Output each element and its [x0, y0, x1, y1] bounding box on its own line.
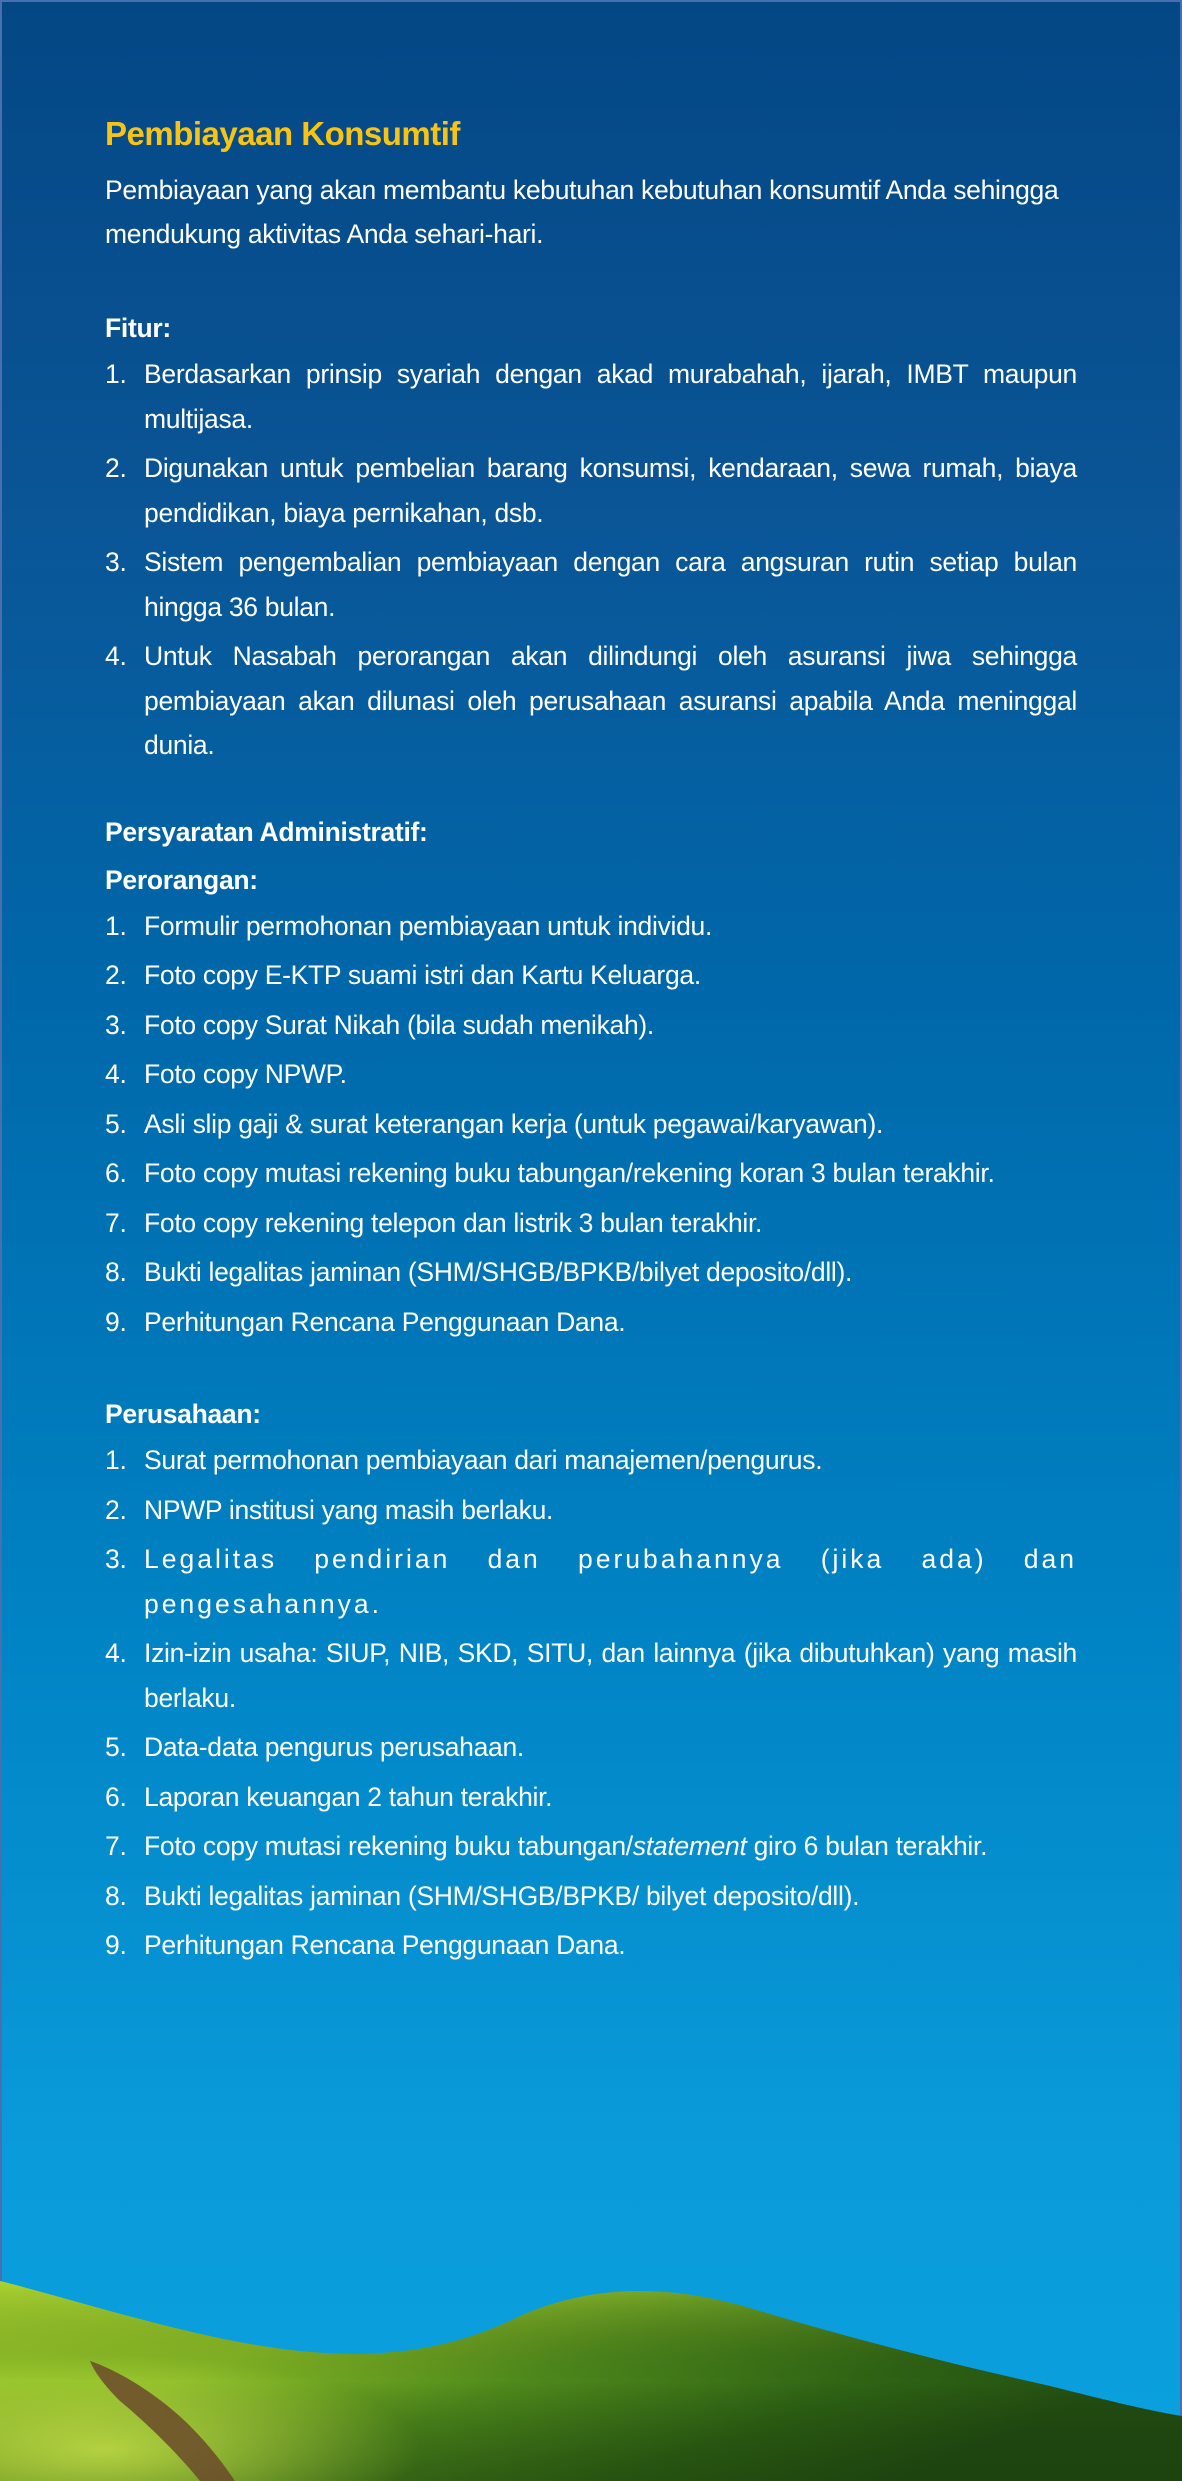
page-title: Pembiayaan Konsumtif — [105, 115, 460, 152]
perorangan-item — [105, 1052, 1077, 1097]
perorangan-item — [105, 1300, 1077, 1345]
perusahaan-item — [105, 1725, 1077, 1770]
fitur-list — [105, 352, 1077, 768]
item-text-italic: statement — [632, 1831, 747, 1861]
item-number: 5. — [105, 1108, 127, 1139]
item-text: NPWP institusi yang masih berlaku. — [144, 1494, 554, 1525]
fitur-section — [105, 304, 1077, 768]
item-text: Izin-izin usaha: SIUP, NIB, SKD, SITU, dan lainnya (jika dibutuhkan) yang masih berlaku. — [144, 1638, 1077, 1713]
persyaratan-heading: Persyaratan Administratif: — [105, 816, 428, 847]
perusahaan-item — [105, 1923, 1077, 1968]
item-number: 7. — [105, 1207, 127, 1238]
item-text: Foto copy Surat Nikah (bila sudah menikah). — [144, 1009, 654, 1040]
item-number: 8. — [105, 1257, 127, 1287]
item-text: Surat permohonan pembiayaan dari manajemen/pengurus. — [144, 1445, 823, 1475]
fitur-item — [105, 352, 1077, 441]
perorangan-item — [105, 1201, 1077, 1246]
persyaratan-section — [105, 808, 1077, 1345]
item-text: Laporan keuangan 2 tahun terakhir. — [144, 1781, 553, 1812]
item-text: Digunakan untuk pembelian barang konsumsi, kendaraan, sewa rumah, biaya pendidikan, biaya pernikahan, dsb. — [144, 453, 1077, 528]
grassy-hills-illustration — [0, 2211, 1182, 2481]
item-number: 1. — [105, 1445, 127, 1475]
item-text: Perhitungan Rencana Penggunaan Dana. — [144, 1930, 626, 1960]
item-number: 9. — [105, 1930, 127, 1960]
intro-paragraph: Pembiayaan yang akan membantu kebutuhan kebutuhan konsumtif Anda sehingga mendukung aktivitas Anda sehari-hari. — [105, 175, 1059, 249]
perorangan-item — [105, 1003, 1077, 1048]
item-text: Asli slip gaji & surat keterangan kerja (untuk pegawai/karyawan). — [144, 1108, 884, 1139]
item-text: Berdasarkan prinsip syariah dengan akad murabahah, ijarah, IMBT maupun multijasa. — [144, 359, 1077, 434]
perorangan-item — [105, 1250, 1077, 1295]
item-number: 6. — [105, 1158, 127, 1188]
item-number: 3. — [105, 1009, 127, 1040]
perusahaan-item — [105, 1874, 1077, 1919]
perusahaan-item — [105, 1488, 1077, 1533]
item-text: Data-data pengurus perusahaan. — [144, 1732, 524, 1762]
item-number: 8. — [105, 1880, 127, 1911]
perusahaan-heading: Perusahaan: — [105, 1399, 261, 1429]
fitur-item — [105, 540, 1077, 629]
item-text: Foto copy E-KTP suami istri dan Kartu Keluarga. — [144, 960, 701, 990]
item-number: 7. — [105, 1831, 127, 1861]
item-text: Foto copy NPWP. — [144, 1059, 347, 1089]
item-number: 9. — [105, 1306, 127, 1337]
item-number: 1. — [105, 910, 127, 941]
item-text-after: giro 6 bulan terakhir. — [746, 1831, 988, 1861]
item-number: 3. — [105, 1544, 127, 1574]
perorangan-item — [105, 904, 1077, 949]
perorangan-item — [105, 1102, 1077, 1147]
item-text-before: Foto copy mutasi rekening buku tabungan/ — [144, 1831, 633, 1861]
item-text: Foto copy mutasi rekening buku tabungan/rekening koran 3 bulan terakhir. — [144, 1158, 995, 1188]
item-number: 2. — [105, 1494, 127, 1525]
item-text: Foto copy rekening telepon dan listrik 3 bulan terakhir. — [144, 1207, 763, 1238]
content — [105, 110, 1077, 1973]
perusahaan-section — [105, 1390, 1077, 1968]
fitur-item — [105, 446, 1077, 535]
perusahaan-item — [105, 1631, 1077, 1720]
item-number: 4. — [105, 1059, 127, 1089]
item-text: Legalitas pendirian dan perubahannya (jika ada) dan pengesahannya. — [144, 1544, 1077, 1619]
item-text: Bukti legalitas jaminan (SHM/SHGB/BPKB/ bilyet deposito/dll). — [144, 1880, 860, 1911]
item-text: Bukti legalitas jaminan (SHM/SHGB/BPKB/bilyet deposito/dll). — [144, 1257, 853, 1287]
perorangan-heading: Perorangan: — [105, 864, 258, 895]
perusahaan-item — [105, 1537, 1077, 1626]
perusahaan-item — [105, 1775, 1077, 1820]
item-number: 4. — [105, 641, 127, 671]
item-text: Untuk Nasabah perorangan akan dilindungi oleh asuransi jiwa sehingga pembiayaan akan dilunasi oleh perusahaan asuransi apabila Anda meninggal dunia. — [144, 641, 1077, 760]
item-text: Formulir permohonan pembiayaan untuk individu. — [144, 910, 713, 941]
item-number: 2. — [105, 453, 127, 483]
item-text: Perhitungan Rencana Penggunaan Dana. — [144, 1306, 626, 1337]
fitur-heading: Fitur: — [105, 313, 171, 343]
perorangan-item — [105, 953, 1077, 998]
item-text: Sistem pengembalian pembiayaan dengan cara angsuran rutin setiap bulan hingga 36 bulan. — [144, 547, 1077, 622]
perusahaan-item — [105, 1824, 1077, 1869]
fitur-item — [105, 634, 1077, 768]
item-number: 6. — [105, 1781, 127, 1812]
item-number: 3. — [105, 547, 127, 577]
item-number: 1. — [105, 359, 127, 389]
item-number: 4. — [105, 1638, 127, 1668]
perusahaan-list — [105, 1438, 1077, 1968]
item-number: 2. — [105, 960, 127, 990]
item-number: 5. — [105, 1732, 127, 1762]
perorangan-list — [105, 904, 1077, 1345]
perorangan-item — [105, 1151, 1077, 1196]
perusahaan-item — [105, 1438, 1077, 1483]
